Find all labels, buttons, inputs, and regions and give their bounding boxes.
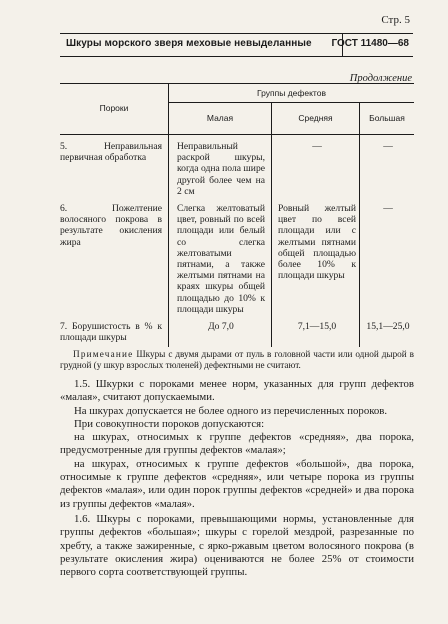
page-number: Стр. 5 <box>381 14 410 26</box>
defects-column-header: Пороки <box>60 84 169 135</box>
header-title: Шкуры морского зверя меховые невыделанные <box>66 38 312 49</box>
medium-cell: 7,1—15,0 <box>272 315 360 347</box>
paragraph: на шкурах, относимых к группе дефектов «средняя», два порока, предусмотренные для группы дефектов «малая»; <box>60 431 414 457</box>
large-cell: 15,1—25,0 <box>366 321 410 333</box>
group-medium-header: Средняя <box>272 103 360 135</box>
defects-table <box>60 83 414 347</box>
medium-cell: — <box>272 135 360 198</box>
body-text <box>60 378 414 579</box>
group-small-header: Малая <box>169 103 272 135</box>
defect-cell: 5. Неправильная первичная обработка <box>60 135 169 198</box>
table-row <box>60 315 414 347</box>
group-large-header: Большая <box>360 103 415 135</box>
small-cell: До 7,0 <box>208 321 234 333</box>
defect-cell: 6. Пожелтение волосяного покрова в результате окисления жира <box>60 197 169 315</box>
paragraph: При совокупности пороков допускаются: <box>74 417 265 430</box>
note-label: Примечание <box>73 349 134 359</box>
large-cell: — <box>383 141 393 152</box>
small-cell: Неправильный раскрой шкуры, когда одна пола шире другой более чем на 2 см <box>177 141 265 197</box>
table-note <box>60 349 414 371</box>
defect-cell: 7. Борушистость в % к площади шкуры <box>60 315 169 347</box>
note-text: Шкуры с двумя дырами от пуль в головной части или одной дырой в грудной (у шкур взрослых тюленей) дефектными не считают. <box>60 349 414 370</box>
table-row <box>60 197 414 315</box>
continuation-label: Продолжение <box>349 73 412 84</box>
running-header <box>60 33 413 57</box>
paragraph: 1.6. Шкуры с пороками, превышающими нормы, установленные для группы дефектов «большая»; шкуры с горелой мездрой, разрезанные по хребту, а также зажиренные, с ярко-ржавым цветом волосяного покрова (в результате окисления жира) оцениваются не более 25% от стоимости первого сорта соответствующей группы. <box>60 512 414 579</box>
standard-code: ГОСТ 11480—68 <box>331 38 409 49</box>
table-row <box>60 135 414 198</box>
large-cell: — <box>383 203 393 215</box>
paragraph: 1.5. Шкурки с пороками менее норм, указанных для групп дефектов «малая», считают допускаемыми. <box>60 378 414 404</box>
paragraph: на шкурах, относимых к группе дефектов «большой», два порока, относимые к группе дефектов «средняя», или четыре порока из группы дефектов «малая», или один порок группы дефектов «средней» и два порока из группы дефектов «малая». <box>60 457 414 510</box>
medium-cell: Ровный желтый цвет по всей площади или с желтыми пятнами общей площадью более 10% к площади шкуры <box>272 197 360 315</box>
small-cell: Слегка желтоватый цвет, ровный по всей площади или белый со слегка желтоватыми пятнами, а также желтыми пятнами на краях шкуры общей площадью до 10% к площади шкуры <box>177 203 265 315</box>
paragraph: На шкурах допускается не более одного из перечисленных пороков. <box>74 404 388 417</box>
groups-header: Группы дефектов <box>169 84 415 103</box>
